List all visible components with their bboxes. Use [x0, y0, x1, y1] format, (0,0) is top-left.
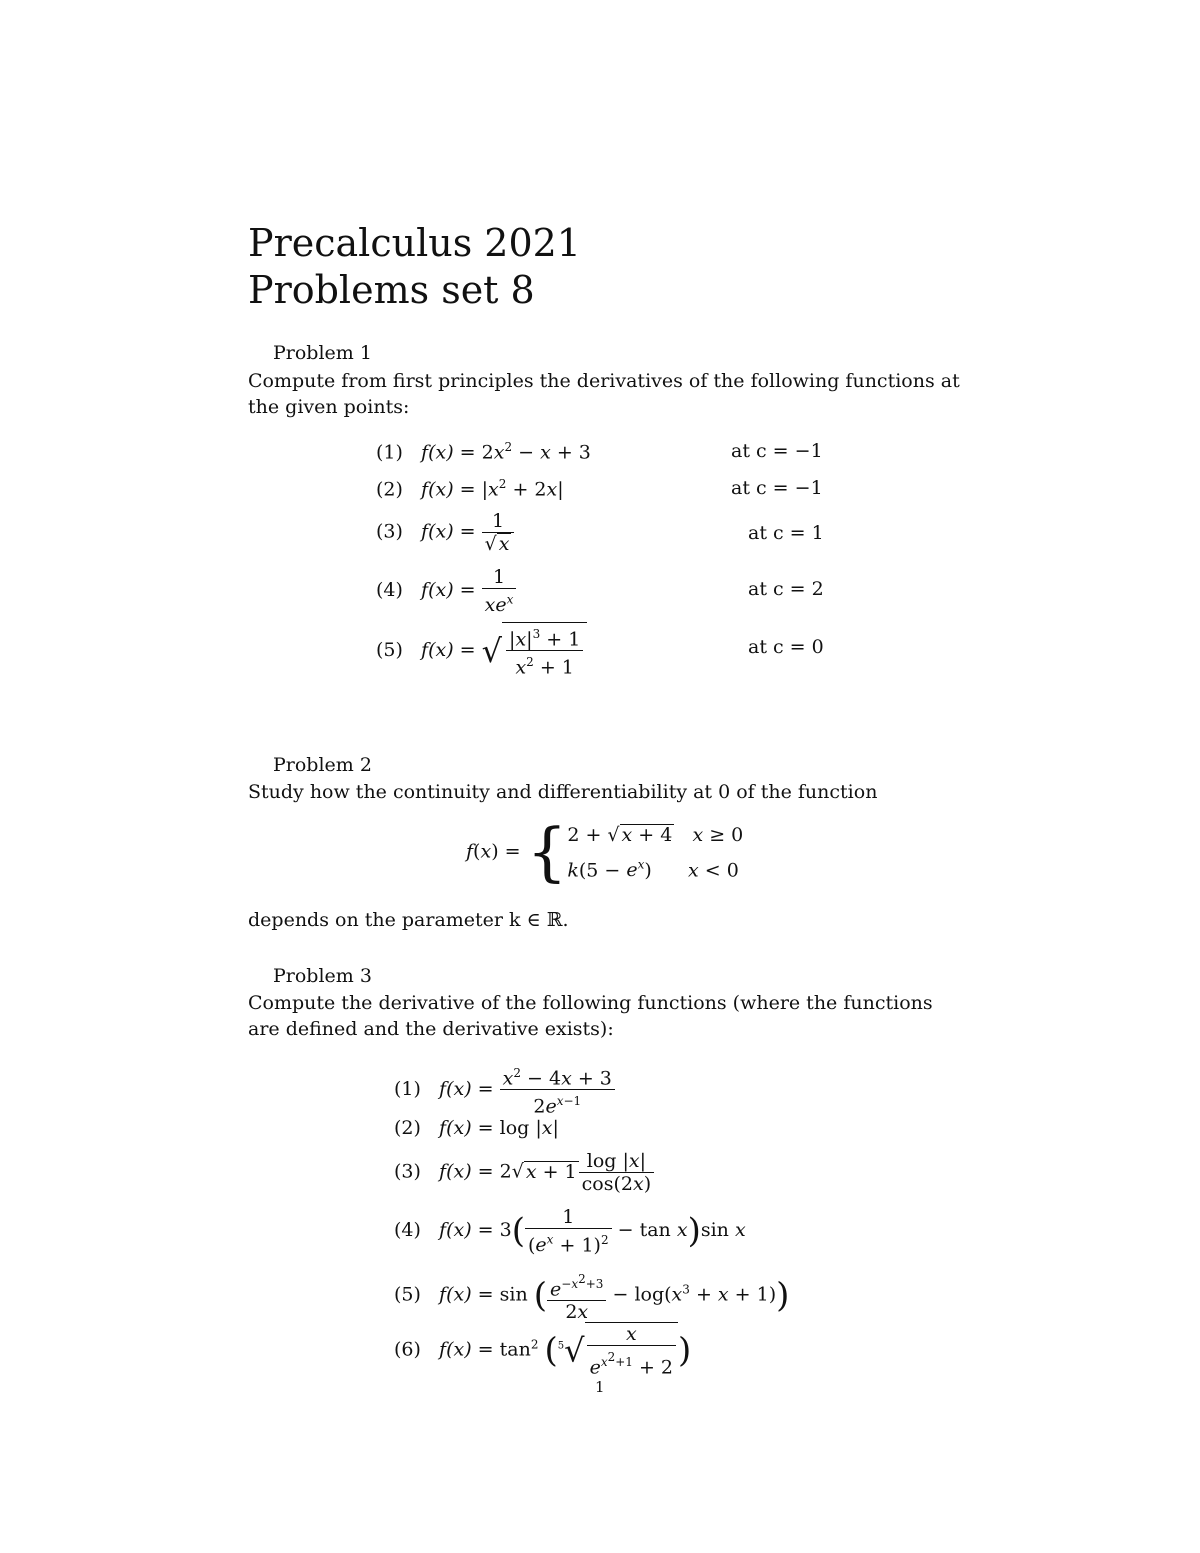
page-title-line1: Precalculus 2021: [248, 221, 581, 265]
p1-item1: (1) $f(x) = 2x^2 - x + 3$: [376, 440, 591, 464]
p1-item3-point: at c = 1: [748, 522, 824, 544]
p3-item4: (4) f(x) = 3( $\frac{1}{(e^x + 1)^2}$ − tan x)sin x: [394, 1206, 746, 1257]
problem2-heading: Problem 2: [273, 754, 372, 776]
p1-item2-point: at c = −1: [731, 477, 823, 499]
p3-item2: (2) f(x) = log |x|: [394, 1117, 559, 1139]
problem1-heading: Problem 1: [273, 342, 372, 364]
p1-item5: (5) f(x) = √ $\frac{|x|^3 + 1}{x^2 + 1}$: [376, 622, 587, 679]
page-title-line2: Problems set 8: [248, 268, 535, 312]
p3-item5: (5) f(x) = sin ( $\frac{e^{-x^2+3}}{2x}$ − $\log(x^3 + x + 1)$): [394, 1268, 789, 1323]
p2-piecewise: f(x) = { 2 + √ x + 4 x ≥ 0 $k(5 - e^x)$ x < 0: [466, 815, 744, 890]
p1-item5-point: at c = 0: [748, 636, 824, 658]
p1-item2: (2) $f(x) = |x^2 + 2x|$: [376, 477, 564, 501]
p3-item6: (6) $f(x) = \tan^2 (^5√$ $\frac{x}{e^{x^2+1} + 2}$ ): [394, 1323, 692, 1379]
page-number: 1: [595, 1378, 605, 1396]
p1-item3: (3) f(x) = $\frac{1}{√ x}$: [376, 510, 514, 555]
p3-item3: (3) f(x) = 2√ x + 1 $\frac{\log |x|}{\cos(2x)}$: [394, 1150, 654, 1195]
p3-item1: (1) f(x) = $\frac{x^2 - 4x + 3}{2e^{x-1}}$: [394, 1062, 615, 1118]
problem3-heading: Problem 3: [273, 965, 372, 987]
p1-item1-point: at c = −1: [731, 440, 823, 462]
problem2-after: depends on the parameter k ∈ ℝ.: [248, 909, 569, 931]
p1-item4: (4) f(x) = $\frac{1}{xe^x}$: [376, 566, 516, 616]
p1-item4-point: at c = 2: [748, 578, 824, 600]
problem1-text: Compute from first principles the derivatives of the following functions at the given points:: [248, 370, 960, 418]
problem3-text: Compute the derivative of the following functions (where the functions are defined and the derivative exists):: [248, 992, 933, 1040]
problem2-text: Study how the continuity and differentiability at 0 of the function: [248, 781, 878, 803]
